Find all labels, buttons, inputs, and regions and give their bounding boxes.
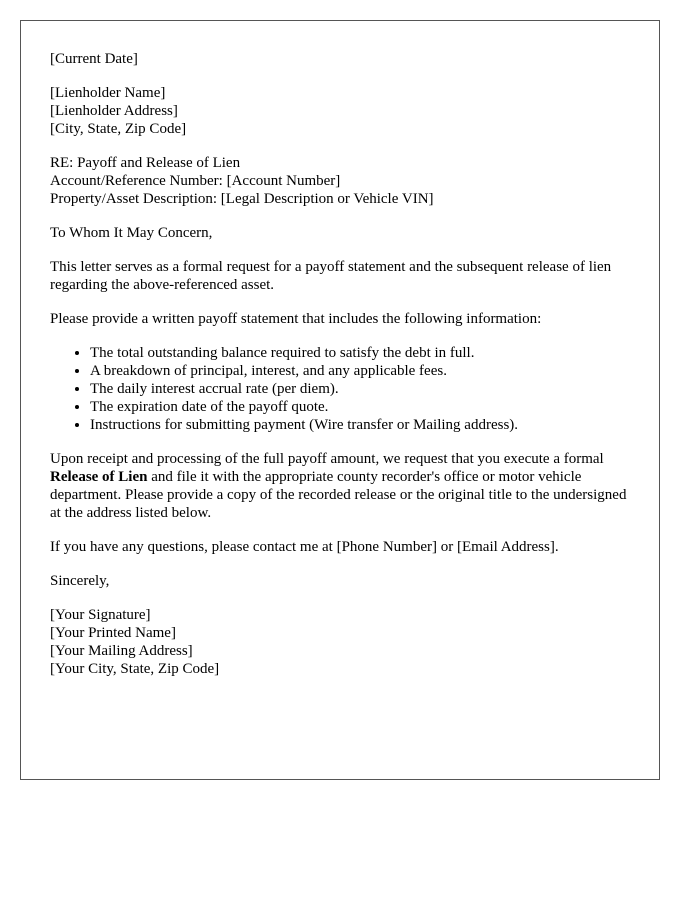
- payoff-info-list: [50, 344, 640, 434]
- account-reference-line: Account/Reference Number: [Account Number]: [50, 173, 341, 189]
- release-of-lien-emphasis: Release of Lien: [50, 469, 148, 485]
- release-paragraph-end: and file it with the appropriate county recorder's office or motor vehicle department. Please provide a copy of the recorded release or the original title to the undersigned at the address listed below.: [50, 469, 627, 521]
- letter-body: [50, 50, 640, 694]
- list-item: • A breakdown of principal, interest, and any applicable fees.: [90, 362, 640, 380]
- sender-signature: [Your Signature]: [50, 607, 151, 623]
- contact-paragraph: If you have any questions, please contact me at [Phone Number] or [Email Address].: [50, 539, 559, 555]
- request-paragraph: Please provide a written payoff statement that includes the following information:: [50, 311, 542, 327]
- sender-mailing-address: [Your Mailing Address]: [50, 643, 193, 659]
- release-paragraph-start: Upon receipt and processing of the full payoff amount, we request that you execute a formal: [50, 451, 604, 467]
- letter-page: [20, 20, 660, 780]
- reference-block: [50, 154, 640, 208]
- letter-date: [Current Date]: [50, 51, 138, 67]
- list-item: • The total outstanding balance required to satisfy the debt in full.: [90, 344, 640, 362]
- closing: Sincerely,: [50, 573, 110, 589]
- sender-printed-name: [Your Printed Name]: [50, 625, 176, 641]
- subject-line: RE: Payoff and Release of Lien: [50, 155, 241, 171]
- release-paragraph: [50, 450, 640, 522]
- recipient-name: [Lienholder Name]: [50, 85, 166, 101]
- date-block: [50, 50, 640, 68]
- recipient-street: [Lienholder Address]: [50, 103, 178, 119]
- list-item: • Instructions for submitting payment (Wire transfer or Mailing address).: [90, 416, 640, 434]
- recipient-address: [50, 84, 640, 138]
- sender-block: [50, 606, 640, 678]
- intro-paragraph: This letter serves as a formal request for a payoff statement and the subsequent release of lien regarding the above-referenced asset.: [50, 259, 612, 293]
- recipient-city-state-zip: [City, State, Zip Code]: [50, 121, 187, 137]
- property-description-line: Property/Asset Description: [Legal Description or Vehicle VIN]: [50, 191, 434, 207]
- sender-city-state-zip: [Your City, State, Zip Code]: [50, 661, 220, 677]
- salutation: To Whom It May Concern,: [50, 225, 213, 241]
- list-item: • The expiration date of the payoff quote.: [90, 398, 640, 416]
- list-item: • The daily interest accrual rate (per diem).: [90, 380, 640, 398]
